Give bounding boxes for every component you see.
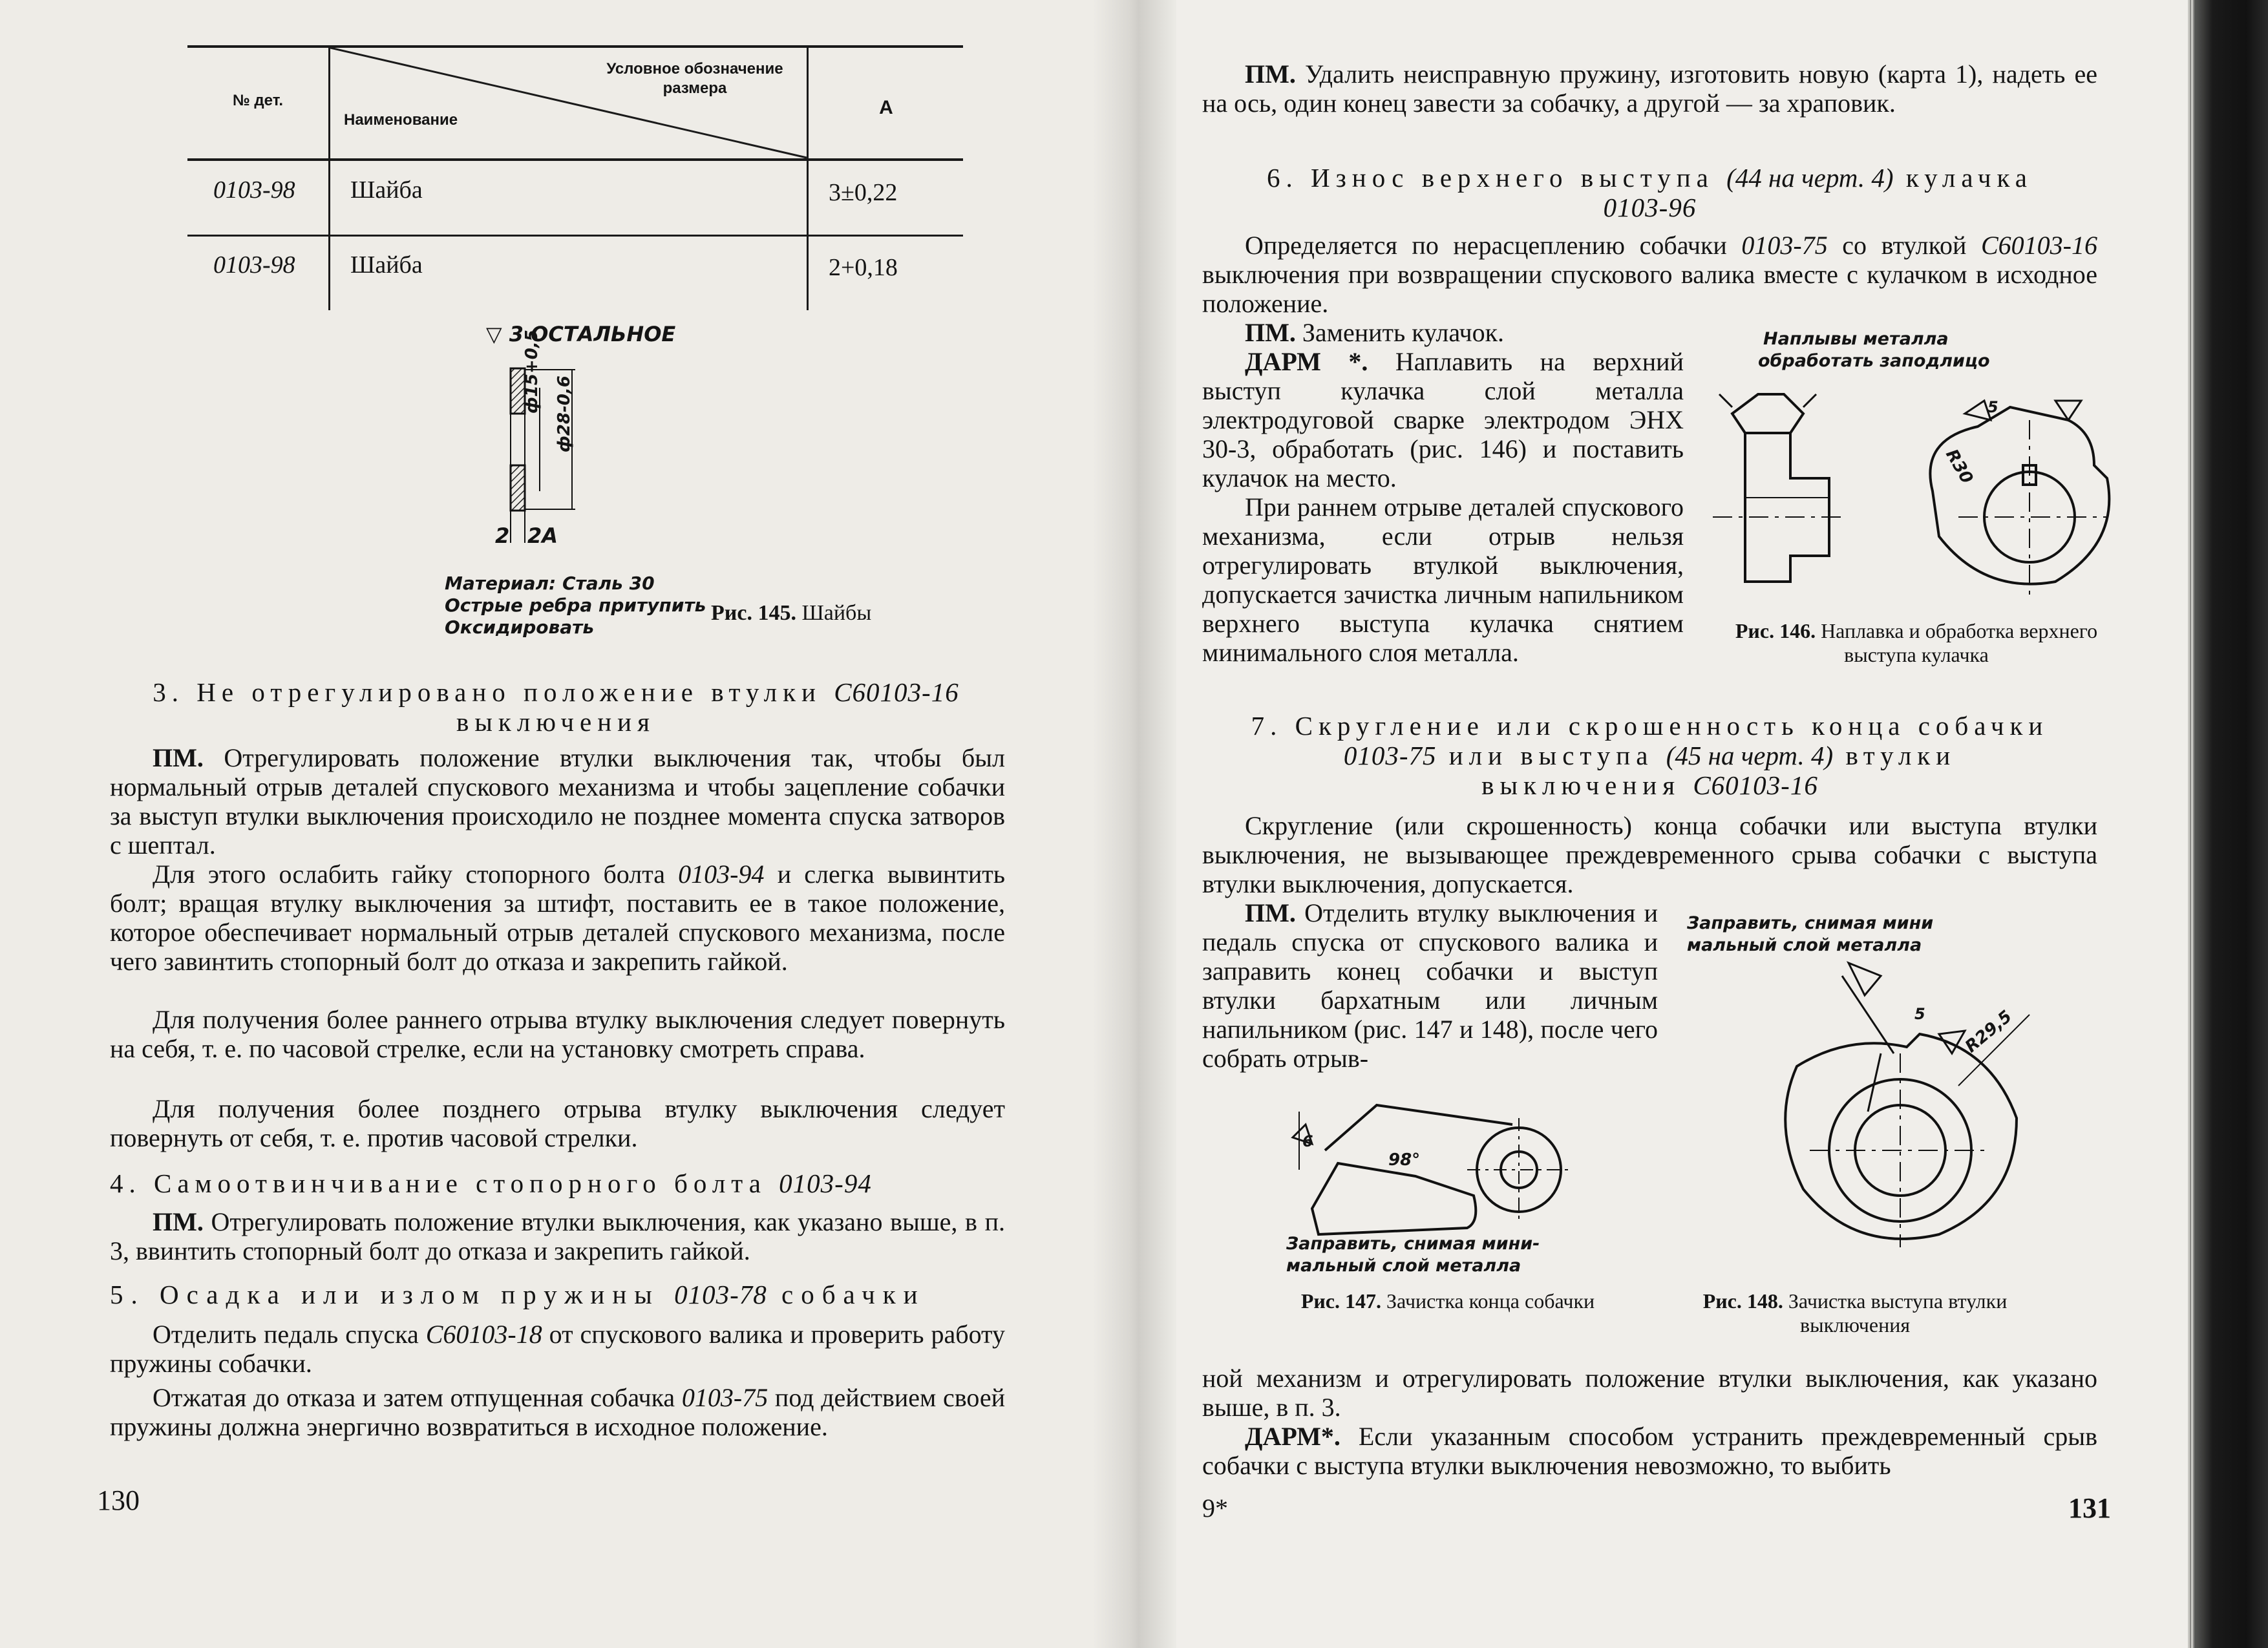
- section6-p4: При раннем отрыве деталей спускового механизма, если отрыв нельзя отрегулировать втулкой выключения, допускается зачистка личным напильником верхнего выступа кулачка снятием минимального слоя металла.: [1202, 492, 1684, 667]
- section6-p2: ПМ. Заменить кулачок.: [1245, 318, 1505, 347]
- fig146-radius: R30: [1942, 446, 1977, 487]
- section6-p1: Определяется по нерасцеплению собачки 0103-75 со втулкой С60103-16 выключения при возвращении спускового валика вместе с кулачком в исходное положение.: [1202, 231, 2097, 318]
- row1-a: 3±0,22: [829, 179, 898, 206]
- signature-mark: 9*: [1202, 1494, 1228, 1523]
- book-cover-edge: [2194, 0, 2268, 1648]
- fig146-note: Наплывы металла обработать заподлицо: [1758, 329, 1990, 371]
- book-gutter: [1092, 0, 1176, 1648]
- dim-outer: ф28-0,6: [555, 375, 574, 452]
- row2-a: 2+0,18: [829, 254, 898, 281]
- fig147-note: Заправить, снимая мини- мальный слой металла: [1286, 1234, 1540, 1276]
- row1-name: Шайба: [350, 176, 423, 204]
- left-page-number: 130: [97, 1484, 140, 1516]
- section7-p4: ДАРМ*. Если указанным способом устранить преждевременный срыв собачки с выступа втулки выключения невозможно, то выбить: [1202, 1422, 2098, 1480]
- section3-p1: ПМ. Отрегулировать положение втулки выключения так, чтобы был нормальный отрыв деталей спускового механизма и чтобы зацепление собачки за выступ втулки выключения происходило не позднее момента спуска затворов с шептал.: [110, 743, 1006, 860]
- section6-p3: ДАРМ *. Наплавить на верхний выступ кулачка слой металла электродуговой сварке электродом ЭНХ 30-3, обработать (рис. 146) и поставить кулачок на место.: [1202, 347, 1684, 492]
- fig148-dim5: 5: [1914, 1005, 1925, 1023]
- fig145-caption: Рис. 145. Шайбы: [711, 601, 872, 625]
- section4-heading: 4. Самоотвинчивание стопорного болта 0103-94: [110, 1168, 872, 1198]
- section7-p2: ПМ. Отделить втулку выключения и педаль спуска от спускового валика и заправить конец собачки и выступ втулки бархатным или личным напильником (рис. 147 и 148), после чего собрать отрыв-: [1202, 898, 1659, 1073]
- section5-heading: 5. Осадка или излом пружины 0103-78 собачки: [110, 1280, 926, 1309]
- fig146-dim5: 5: [1987, 398, 1998, 416]
- col-name-header: Наименование: [344, 111, 458, 129]
- row2-name: Шайба: [350, 251, 423, 279]
- section7-p1: Скругление (или скрошенность) конца собачки или выступа втулки выключения, не вызывающее преждевременного срыва собачки с выступа втулки выключения, допускается.: [1202, 811, 2097, 898]
- right-page-number: 131: [2068, 1492, 2111, 1524]
- washer-table: [187, 45, 963, 310]
- fig148-caption: Рис. 148. Зачистка выступа втулки выключения: [1702, 1289, 2008, 1336]
- fig148-radius: R29,5: [1962, 1006, 2016, 1057]
- fig147-drawing: [1286, 1099, 1590, 1247]
- row1-part: 0103-98: [213, 176, 295, 204]
- dim-thickness-2: 2А: [527, 523, 558, 548]
- fig147-dim: 6: [1302, 1132, 1313, 1150]
- dim-thickness-1: 2: [495, 523, 510, 548]
- dim-inner: ф15+0,5: [522, 330, 542, 414]
- section3-p3: Для получения более раннего отрыва втулку выключения следует повернуть на себя, т. е. по часовой стрелке, если на установку смотреть справа.: [110, 1005, 1005, 1063]
- col-part-header: № дет.: [233, 92, 283, 109]
- section6-heading: 6. Износ верхнего выступа (44 на черт. 4) кулачка 0103-96: [1267, 163, 2033, 222]
- top-paragraph: ПМ. Удалить неисправную пружину, изготовить новую (карта 1), надеть ее на ось, один конец завести за собачку, а другой — за храповик.: [1202, 59, 2098, 118]
- section3-p2: Для этого ослабить гайку стопорного болта 0103-94 и слегка вывинтить болт; вращая втулку выключения за штифт, поставить ее в такое положение, которое обеспечивает нормальный отрыв деталей спускового механизма, после чего завинтить стопорный болт до отказа и закрепить гайкой.: [110, 860, 1006, 976]
- fig148-drawing: [1745, 956, 2036, 1267]
- roughness-note: ▽ 3 ОСТАЛЬНОЕ: [486, 322, 676, 346]
- col-size-header: Условное обозначение размера: [606, 60, 783, 97]
- section4-p1: ПМ. Отрегулировать положение втулки выключения, как указано выше, в п. 3, ввинтить стопорный болт до отказа и закрепить гайкой.: [110, 1207, 1005, 1265]
- col-a-header: А: [879, 97, 893, 118]
- section5-p1: Отделить педаль спуска С60103-18 от спускового валика и проверить работу пружины собачки.: [110, 1320, 1005, 1378]
- section5-p2: Отжатая до отказа и затем отпущенная собачка 0103-75 под действием своей пружины должна энергично возвратиться в исходное положение.: [110, 1383, 1006, 1441]
- section7-heading: 7. Скругление или скрошенность конца собачки 0103-75 или выступа (45 на черт. 4) втулки выключения С60103-16: [1251, 711, 2049, 800]
- section3-heading: 3. Не отрегулировано положение втулки С60103-16 выключения: [153, 677, 959, 737]
- fig147-caption: Рис. 147. Зачистка конца собачки: [1300, 1289, 1595, 1313]
- section7-p3: ной механизм и отрегулировать положение втулки выключения, как указано выше, в п. 3.: [1202, 1364, 2097, 1422]
- fig148-note: Заправить, снимая мини мальный слой металла: [1687, 913, 1934, 955]
- material-note: Материал: Сталь 30 Острые ребра притупить Оксидировать: [445, 573, 706, 638]
- row2-part: 0103-98: [213, 251, 295, 279]
- fig146-drawing: [1706, 362, 2120, 607]
- fig146-caption: Рис. 146. Наплавка и обработка верхнего выступа кулачка: [1735, 619, 2098, 666]
- section3-p4: Для получения более позднего отрыва втулку выключения следует повернуть от себя, т. е. против часовой стрелки.: [110, 1094, 1005, 1152]
- fig147-angle: 98°: [1388, 1150, 1421, 1170]
